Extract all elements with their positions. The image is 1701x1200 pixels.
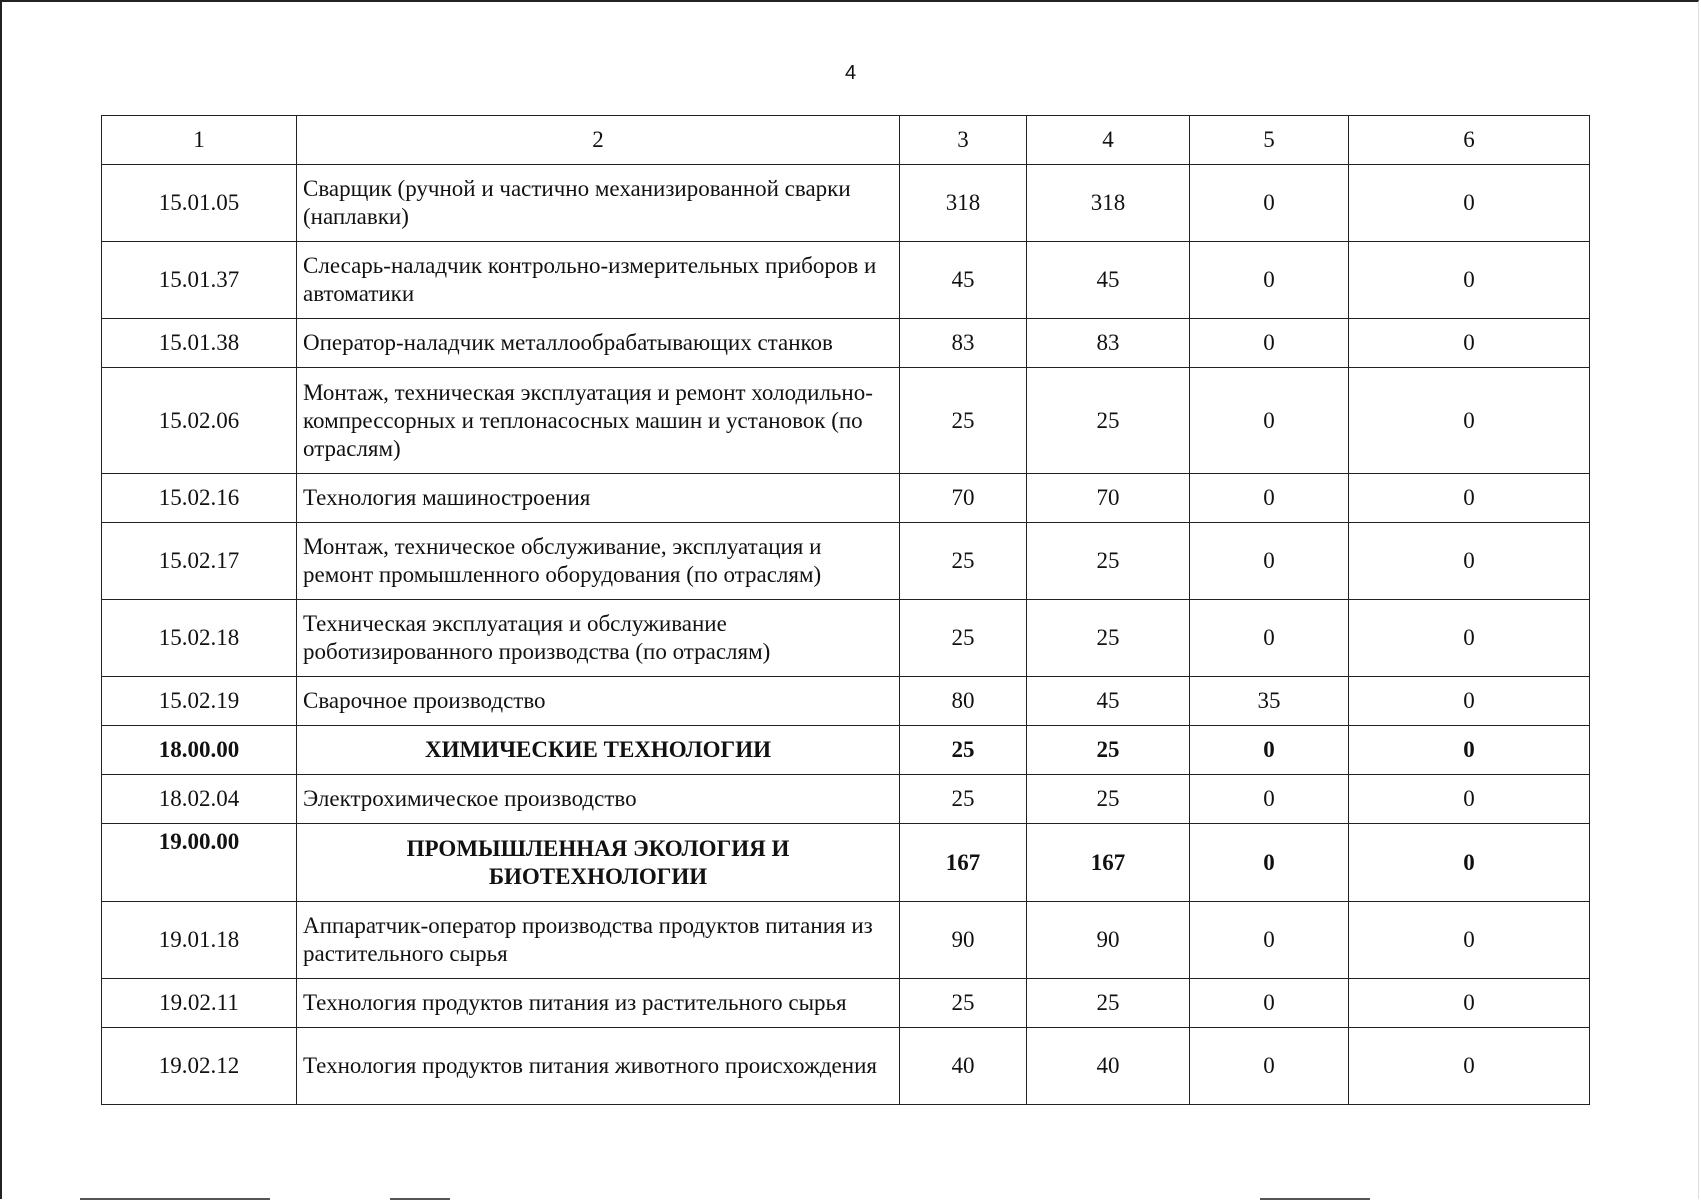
- table-row: [102, 600, 1590, 677]
- row-name: Электрохимическое производство: [297, 775, 900, 824]
- row-col-6: 0: [1349, 726, 1590, 775]
- row-code: 15.02.18: [102, 600, 297, 677]
- data-table: [101, 115, 1590, 1105]
- row-name: Оператор-наладчик металлообрабатывающих станков: [297, 319, 900, 368]
- section-row: [102, 824, 1590, 902]
- row-col-6: 0: [1349, 902, 1590, 979]
- table-row: [102, 1028, 1590, 1105]
- section-row: [102, 726, 1590, 775]
- row-col-5: 0: [1190, 165, 1349, 242]
- row-col-3: 70: [900, 474, 1027, 523]
- row-col-3: 83: [900, 319, 1027, 368]
- row-col-4: 45: [1027, 242, 1190, 319]
- row-col-4: 167: [1027, 824, 1190, 902]
- row-col-6: 0: [1349, 824, 1590, 902]
- row-col-5: 0: [1190, 319, 1349, 368]
- row-col-4: 25: [1027, 775, 1190, 824]
- table-row: [102, 474, 1590, 523]
- row-col-4: 25: [1027, 600, 1190, 677]
- row-col-4: 25: [1027, 368, 1190, 474]
- row-name: Монтаж, техническое обслуживание, эксплуатация и ремонт промышленного оборудования (по отраслям): [297, 523, 900, 600]
- row-col-3: 80: [900, 677, 1027, 726]
- row-col-4: 90: [1027, 902, 1190, 979]
- row-col-5: 0: [1190, 824, 1349, 902]
- row-name: Технология продуктов питания животного происхождения: [297, 1028, 900, 1105]
- row-code: 15.02.17: [102, 523, 297, 600]
- row-col-6: 0: [1349, 165, 1590, 242]
- row-col-3: 45: [900, 242, 1027, 319]
- row-col-5: 0: [1190, 474, 1349, 523]
- section-title: ХИМИЧЕСКИЕ ТЕХНОЛОГИИ: [297, 726, 900, 775]
- table-row: [102, 902, 1590, 979]
- row-col-3: 25: [900, 368, 1027, 474]
- row-col-4: 83: [1027, 319, 1190, 368]
- table-row: [102, 523, 1590, 600]
- row-code: 15.02.19: [102, 677, 297, 726]
- row-code: 15.01.05: [102, 165, 297, 242]
- row-code: 15.02.16: [102, 474, 297, 523]
- row-col-3: 25: [900, 523, 1027, 600]
- row-col-3: 25: [900, 726, 1027, 775]
- row-name: Монтаж, техническая эксплуатация и ремонт холодильно-компрессорных и теплонасосных машин и установок (по отраслям): [297, 368, 900, 474]
- header-col-4: 4: [1027, 116, 1190, 165]
- section-title: ПРОМЫШЛЕННАЯ ЭКОЛОГИЯ И БИОТЕХНОЛОГИИ: [297, 824, 900, 902]
- row-col-3: 25: [900, 979, 1027, 1028]
- header-col-5: 5: [1190, 116, 1349, 165]
- table-row: [102, 242, 1590, 319]
- row-name: Технология машиностроения: [297, 474, 900, 523]
- row-col-3: 167: [900, 824, 1027, 902]
- row-col-4: 45: [1027, 677, 1190, 726]
- row-name: Аппаратчик-оператор производства продуктов питания из растительного сырья: [297, 902, 900, 979]
- row-col-3: 25: [900, 775, 1027, 824]
- row-col-5: 0: [1190, 902, 1349, 979]
- row-name: Техническая эксплуатация и обслуживание роботизированного производства (по отраслям): [297, 600, 900, 677]
- row-name: Сварщик (ручной и частично механизированной сварки (наплавки): [297, 165, 900, 242]
- row-code: 19.02.12: [102, 1028, 297, 1105]
- row-col-6: 0: [1349, 775, 1590, 824]
- header-col-3: 3: [900, 116, 1027, 165]
- row-col-4: 25: [1027, 726, 1190, 775]
- row-col-4: 318: [1027, 165, 1190, 242]
- row-col-6: 0: [1349, 319, 1590, 368]
- row-col-3: 318: [900, 165, 1027, 242]
- row-name: Сварочное производство: [297, 677, 900, 726]
- row-col-6: 0: [1349, 1028, 1590, 1105]
- row-col-6: 0: [1349, 368, 1590, 474]
- row-col-6: 0: [1349, 523, 1590, 600]
- row-col-5: 0: [1190, 368, 1349, 474]
- row-code: 19.02.11: [102, 979, 297, 1028]
- row-col-5: 0: [1190, 523, 1349, 600]
- row-col-4: 25: [1027, 523, 1190, 600]
- row-code: 18.02.04: [102, 775, 297, 824]
- header-col-1: 1: [102, 116, 297, 165]
- row-col-6: 0: [1349, 979, 1590, 1028]
- row-col-5: 0: [1190, 1028, 1349, 1105]
- row-code: 19.01.18: [102, 902, 297, 979]
- header-col-2: 2: [297, 116, 900, 165]
- row-code: 15.01.38: [102, 319, 297, 368]
- table-row: [102, 677, 1590, 726]
- row-col-3: 40: [900, 1028, 1027, 1105]
- row-col-6: 0: [1349, 474, 1590, 523]
- row-col-6: 0: [1349, 677, 1590, 726]
- row-col-4: 40: [1027, 1028, 1190, 1105]
- table-row: [102, 775, 1590, 824]
- row-col-5: 0: [1190, 242, 1349, 319]
- row-col-5: 0: [1190, 775, 1349, 824]
- row-col-6: 0: [1349, 600, 1590, 677]
- table-row: [102, 319, 1590, 368]
- row-code: 15.01.37: [102, 242, 297, 319]
- row-col-3: 25: [900, 600, 1027, 677]
- row-code: 15.02.06: [102, 368, 297, 474]
- row-col-3: 90: [900, 902, 1027, 979]
- section-code: 19.00.00: [102, 824, 297, 902]
- row-col-5: 0: [1190, 979, 1349, 1028]
- table-row: [102, 368, 1590, 474]
- row-col-4: 25: [1027, 979, 1190, 1028]
- table-row: [102, 165, 1590, 242]
- row-col-4: 70: [1027, 474, 1190, 523]
- header-col-6: 6: [1349, 116, 1590, 165]
- row-col-5: 35: [1190, 677, 1349, 726]
- row-col-5: 0: [1190, 726, 1349, 775]
- row-col-6: 0: [1349, 242, 1590, 319]
- table-row: [102, 979, 1590, 1028]
- header-row: [102, 116, 1590, 165]
- row-col-5: 0: [1190, 600, 1349, 677]
- page-number: 4: [844, 62, 857, 84]
- section-code: 18.00.00: [102, 726, 297, 775]
- row-name: Технология продуктов питания из растительного сырья: [297, 979, 900, 1028]
- row-name: Слесарь-наладчик контрольно-измерительных приборов и автоматики: [297, 242, 900, 319]
